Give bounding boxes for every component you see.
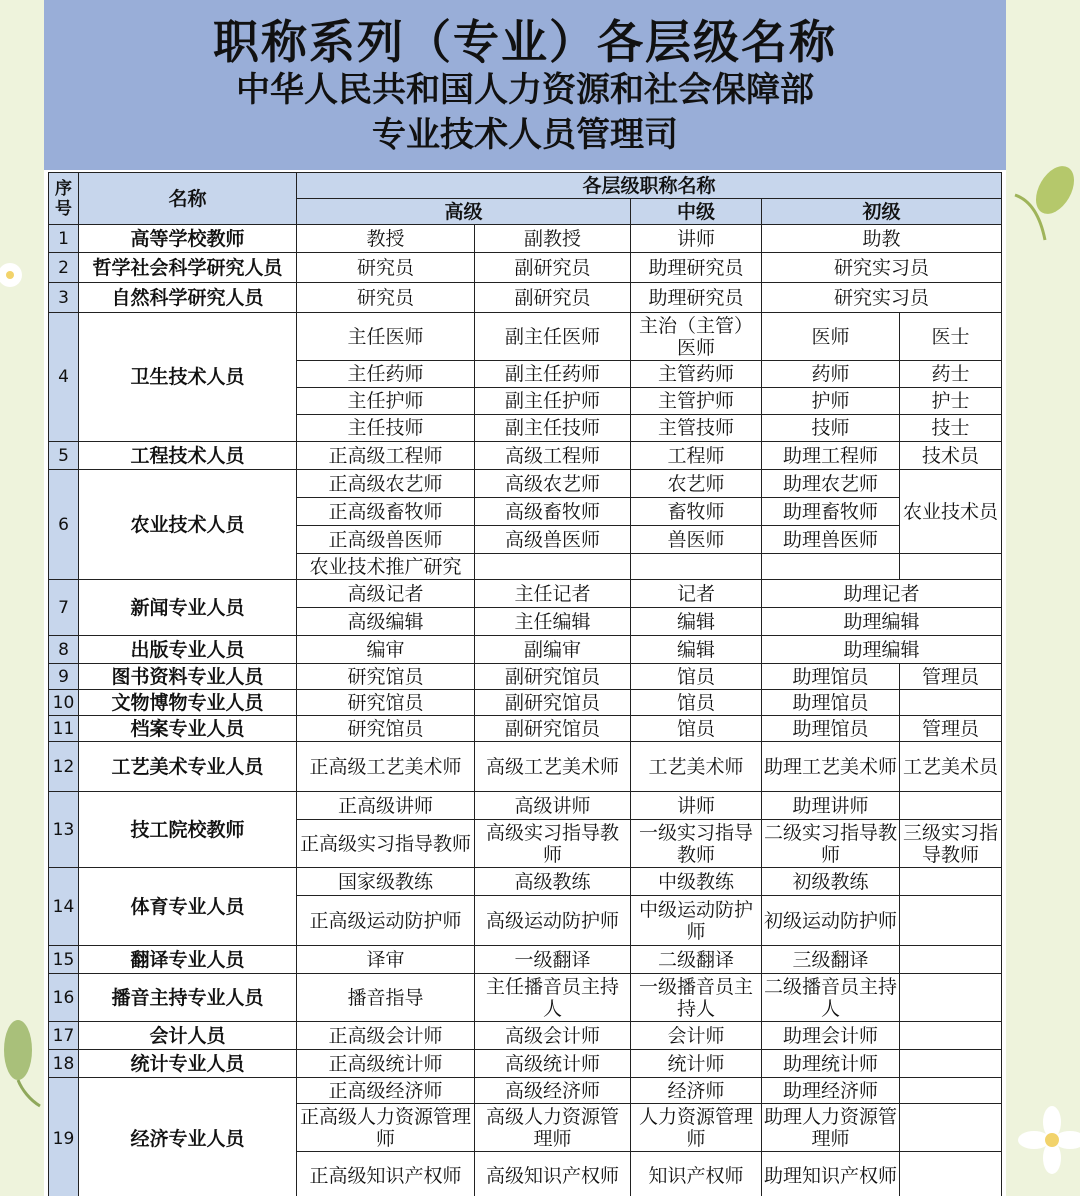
title-cell: 护士 — [900, 388, 1002, 415]
title-cell: 主任记者 — [475, 580, 631, 608]
title-cell: 正高级农艺师 — [297, 470, 475, 498]
table-row — [49, 313, 1002, 361]
title-cell: 主管技师 — [631, 415, 762, 442]
title-cell: 高级会计师 — [475, 1022, 631, 1050]
title-cell: 工程师 — [631, 442, 762, 470]
title-cell: 研究员 — [297, 253, 475, 283]
title-cell: 工艺美术员 — [900, 742, 1002, 792]
title-cell: 三级实习指导教师 — [900, 820, 1002, 868]
table-row — [49, 792, 1002, 820]
category-name: 自然科学研究人员 — [79, 283, 297, 313]
category-name: 档案专业人员 — [79, 716, 297, 742]
title-cell: 一级实习指导教师 — [631, 820, 762, 868]
title-cell: 一级播音员主持人 — [631, 974, 762, 1022]
title-cell: 农艺师 — [631, 470, 762, 498]
title-cell: 国家级教练 — [297, 868, 475, 896]
title-cell: 高级教练 — [475, 868, 631, 896]
title-cell: 主任药师 — [297, 361, 475, 388]
title-cell: 中级教练 — [631, 868, 762, 896]
row-index: 8 — [49, 636, 79, 664]
title-cell: 助理工程师 — [762, 442, 900, 470]
title-cell: 讲师 — [631, 792, 762, 820]
title-cell: 主任编辑 — [475, 608, 631, 636]
title-cell: 副编审 — [475, 636, 631, 664]
category-name: 图书资料专业人员 — [79, 664, 297, 690]
table-row — [49, 253, 1002, 283]
title-cell: 高级实习指导教师 — [475, 820, 631, 868]
title-table — [48, 172, 1002, 1196]
table-row — [49, 1078, 1002, 1104]
category-name: 工艺美术专业人员 — [79, 742, 297, 792]
title-cell: 正高级经济师 — [297, 1078, 475, 1104]
title-cell: 副研究馆员 — [475, 716, 631, 742]
title-cell: 助理会计师 — [762, 1022, 900, 1050]
title-cell: 正高级运动防护师 — [297, 896, 475, 946]
header-index: 序号 — [49, 173, 79, 225]
title-cell: 讲师 — [631, 225, 762, 253]
title-cell — [900, 1152, 1002, 1196]
title-cell: 医士 — [900, 313, 1002, 361]
title-cell: 经济师 — [631, 1078, 762, 1104]
department-name: 专业技术人员管理司 — [372, 115, 678, 155]
title-cell: 高级编辑 — [297, 608, 475, 636]
table-row — [49, 283, 1002, 313]
title-cell — [475, 554, 631, 580]
title-cell: 主管护师 — [631, 388, 762, 415]
table-row — [49, 868, 1002, 896]
table-row — [49, 974, 1002, 1022]
row-index: 18 — [49, 1050, 79, 1078]
table-row — [49, 690, 1002, 716]
title-cell: 助理编辑 — [762, 608, 1002, 636]
title-cell: 研究馆员 — [297, 690, 475, 716]
title-cell: 技士 — [900, 415, 1002, 442]
title-cell: 技术员 — [900, 442, 1002, 470]
header-name: 名称 — [79, 173, 297, 225]
title-cell — [900, 896, 1002, 946]
title-cell: 高级经济师 — [475, 1078, 631, 1104]
title-cell: 高级畜牧师 — [475, 498, 631, 526]
title-cell: 研究员 — [297, 283, 475, 313]
category-name: 哲学社会科学研究人员 — [79, 253, 297, 283]
table-row — [49, 636, 1002, 664]
title-cell: 初级教练 — [762, 868, 900, 896]
table-row — [49, 470, 1002, 498]
row-index: 15 — [49, 946, 79, 974]
title-cell: 初级运动防护师 — [762, 896, 900, 946]
title-cell: 助理农艺师 — [762, 470, 900, 498]
title-cell: 助教 — [762, 225, 1002, 253]
title-cell: 副教授 — [475, 225, 631, 253]
title-cell: 二级实习指导教师 — [762, 820, 900, 868]
row-index: 16 — [49, 974, 79, 1022]
title-cell: 助理记者 — [762, 580, 1002, 608]
title-cell — [900, 792, 1002, 820]
page-title: 职称系列（专业）各层级名称 — [213, 15, 837, 69]
title-cell — [900, 1104, 1002, 1152]
title-cell: 主任医师 — [297, 313, 475, 361]
title-cell: 研究实习员 — [762, 253, 1002, 283]
title-cell: 正高级会计师 — [297, 1022, 475, 1050]
table-row — [49, 946, 1002, 974]
title-cell: 主治（主管）医师 — [631, 313, 762, 361]
table-row — [49, 1022, 1002, 1050]
title-cell: 高级记者 — [297, 580, 475, 608]
row-index: 6 — [49, 470, 79, 580]
title-cell: 助理经济师 — [762, 1078, 900, 1104]
title-cell: 高级讲师 — [475, 792, 631, 820]
title-cell: 高级兽医师 — [475, 526, 631, 554]
title-cell: 高级运动防护师 — [475, 896, 631, 946]
title-cell: 教授 — [297, 225, 475, 253]
row-index: 9 — [49, 664, 79, 690]
row-index: 11 — [49, 716, 79, 742]
title-sheet — [44, 0, 1006, 1196]
row-index: 5 — [49, 442, 79, 470]
title-cell: 兽医师 — [631, 526, 762, 554]
title-cell: 助理人力资源管理师 — [762, 1104, 900, 1152]
category-name: 会计人员 — [79, 1022, 297, 1050]
title-cell: 药士 — [900, 361, 1002, 388]
title-cell — [900, 974, 1002, 1022]
title-cell: 馆员 — [631, 690, 762, 716]
row-index: 3 — [49, 283, 79, 313]
organization-name: 中华人民共和国人力资源和社会保障部 — [236, 70, 814, 110]
title-cell — [900, 1078, 1002, 1104]
title-cell: 统计师 — [631, 1050, 762, 1078]
title-cell: 助理知识产权师 — [762, 1152, 900, 1196]
title-cell: 副主任护师 — [475, 388, 631, 415]
title-cell: 副主任药师 — [475, 361, 631, 388]
title-cell: 正高级讲师 — [297, 792, 475, 820]
title-cell: 正高级畜牧师 — [297, 498, 475, 526]
title-cell: 正高级工艺美术师 — [297, 742, 475, 792]
title-cell: 高级知识产权师 — [475, 1152, 631, 1196]
title-cell: 助理馆员 — [762, 716, 900, 742]
title-cell: 药师 — [762, 361, 900, 388]
title-cell: 编审 — [297, 636, 475, 664]
title-cell: 主任播音员主持人 — [475, 974, 631, 1022]
title-cell: 馆员 — [631, 716, 762, 742]
title-cell — [631, 554, 762, 580]
leaf-decoration-bottom-left — [0, 1010, 44, 1110]
title-cell: 播音指导 — [297, 974, 475, 1022]
flower-decoration-left — [0, 245, 40, 305]
title-cell: 中级运动防护师 — [631, 896, 762, 946]
table-row — [49, 442, 1002, 470]
title-cell: 助理研究员 — [631, 253, 762, 283]
title-cell: 研究馆员 — [297, 664, 475, 690]
title-cell: 主管药师 — [631, 361, 762, 388]
table-row — [49, 716, 1002, 742]
title-cell: 副研究馆员 — [475, 664, 631, 690]
row-index: 14 — [49, 868, 79, 946]
category-name: 经济专业人员 — [79, 1078, 297, 1196]
table-row — [49, 225, 1002, 253]
title-cell: 二级翻译 — [631, 946, 762, 974]
category-name: 出版专业人员 — [79, 636, 297, 664]
title-cell: 助理馆员 — [762, 664, 900, 690]
title-cell: 高级工艺美术师 — [475, 742, 631, 792]
title-cell: 译审 — [297, 946, 475, 974]
title-cell — [762, 554, 900, 580]
title-cell: 管理员 — [900, 664, 1002, 690]
title-cell: 研究馆员 — [297, 716, 475, 742]
row-index: 2 — [49, 253, 79, 283]
title-cell: 编辑 — [631, 636, 762, 664]
title-cell: 副主任医师 — [475, 313, 631, 361]
title-cell: 高级人力资源管理师 — [475, 1104, 631, 1152]
title-cell: 护师 — [762, 388, 900, 415]
title-cell: 农业技术员 — [900, 470, 1002, 554]
title-cell: 副主任技师 — [475, 415, 631, 442]
title-cell — [900, 868, 1002, 896]
row-index: 19 — [49, 1078, 79, 1196]
title-cell: 畜牧师 — [631, 498, 762, 526]
title-cell: 助理编辑 — [762, 636, 1002, 664]
title-cell: 助理工艺美术师 — [762, 742, 900, 792]
title-cell: 记者 — [631, 580, 762, 608]
title-cell: 正高级实习指导教师 — [297, 820, 475, 868]
title-cell: 医师 — [762, 313, 900, 361]
title-cell — [900, 946, 1002, 974]
title-cell: 副研究馆员 — [475, 690, 631, 716]
title-cell: 助理馆员 — [762, 690, 900, 716]
row-index: 1 — [49, 225, 79, 253]
title-cell: 高级农艺师 — [475, 470, 631, 498]
row-index: 10 — [49, 690, 79, 716]
row-index: 4 — [49, 313, 79, 442]
title-cell: 副研究员 — [475, 283, 631, 313]
title-cell: 助理研究员 — [631, 283, 762, 313]
title-cell: 主任技师 — [297, 415, 475, 442]
leaf-decoration-top-right — [1010, 160, 1080, 250]
title-cell: 正高级兽医师 — [297, 526, 475, 554]
header-levels: 各层级职称名称 — [297, 173, 1002, 199]
title-cell: 高级工程师 — [475, 442, 631, 470]
title-cell: 正高级人力资源管理师 — [297, 1104, 475, 1152]
category-name: 统计专业人员 — [79, 1050, 297, 1078]
title-cell: 高级统计师 — [475, 1050, 631, 1078]
title-cell: 三级翻译 — [762, 946, 900, 974]
table-row — [49, 742, 1002, 792]
title-cell: 二级播音员主持人 — [762, 974, 900, 1022]
title-cell: 技师 — [762, 415, 900, 442]
category-name: 卫生技术人员 — [79, 313, 297, 442]
title-cell — [900, 554, 1002, 580]
title-cell: 研究实习员 — [762, 283, 1002, 313]
category-name: 体育专业人员 — [79, 868, 297, 946]
title-cell: 知识产权师 — [631, 1152, 762, 1196]
title-cell — [900, 1050, 1002, 1078]
header-senior: 高级 — [297, 199, 631, 225]
title-cell: 农业技术推广研究 — [297, 554, 475, 580]
title-cell: 副研究员 — [475, 253, 631, 283]
title-cell: 管理员 — [900, 716, 1002, 742]
title-cell — [900, 690, 1002, 716]
category-name: 新闻专业人员 — [79, 580, 297, 636]
category-name: 高等学校教师 — [79, 225, 297, 253]
table-row — [49, 1050, 1002, 1078]
header-middle: 中级 — [631, 199, 762, 225]
table-row — [49, 664, 1002, 690]
category-name: 技工院校教师 — [79, 792, 297, 868]
title-cell: 正高级工程师 — [297, 442, 475, 470]
category-name: 农业技术人员 — [79, 470, 297, 580]
title-cell: 正高级统计师 — [297, 1050, 475, 1078]
title-cell: 正高级知识产权师 — [297, 1152, 475, 1196]
title-cell: 会计师 — [631, 1022, 762, 1050]
title-cell: 助理讲师 — [762, 792, 900, 820]
category-name: 工程技术人员 — [79, 442, 297, 470]
category-name: 文物博物专业人员 — [79, 690, 297, 716]
title-cell: 馆员 — [631, 664, 762, 690]
row-index: 13 — [49, 792, 79, 868]
title-banner — [44, 0, 1006, 170]
row-index: 12 — [49, 742, 79, 792]
title-cell: 助理统计师 — [762, 1050, 900, 1078]
header-junior: 初级 — [762, 199, 1002, 225]
category-name: 翻译专业人员 — [79, 946, 297, 974]
row-index: 17 — [49, 1022, 79, 1050]
title-cell: 一级翻译 — [475, 946, 631, 974]
title-cell: 工艺美术师 — [631, 742, 762, 792]
flower-decoration-bottom-right — [1012, 1100, 1080, 1180]
row-index: 7 — [49, 580, 79, 636]
table-row — [49, 580, 1002, 608]
title-cell: 人力资源管理师 — [631, 1104, 762, 1152]
title-cell — [900, 1022, 1002, 1050]
title-cell: 主任护师 — [297, 388, 475, 415]
category-name: 播音主持专业人员 — [79, 974, 297, 1022]
title-cell: 助理兽医师 — [762, 526, 900, 554]
title-cell: 编辑 — [631, 608, 762, 636]
title-cell: 助理畜牧师 — [762, 498, 900, 526]
